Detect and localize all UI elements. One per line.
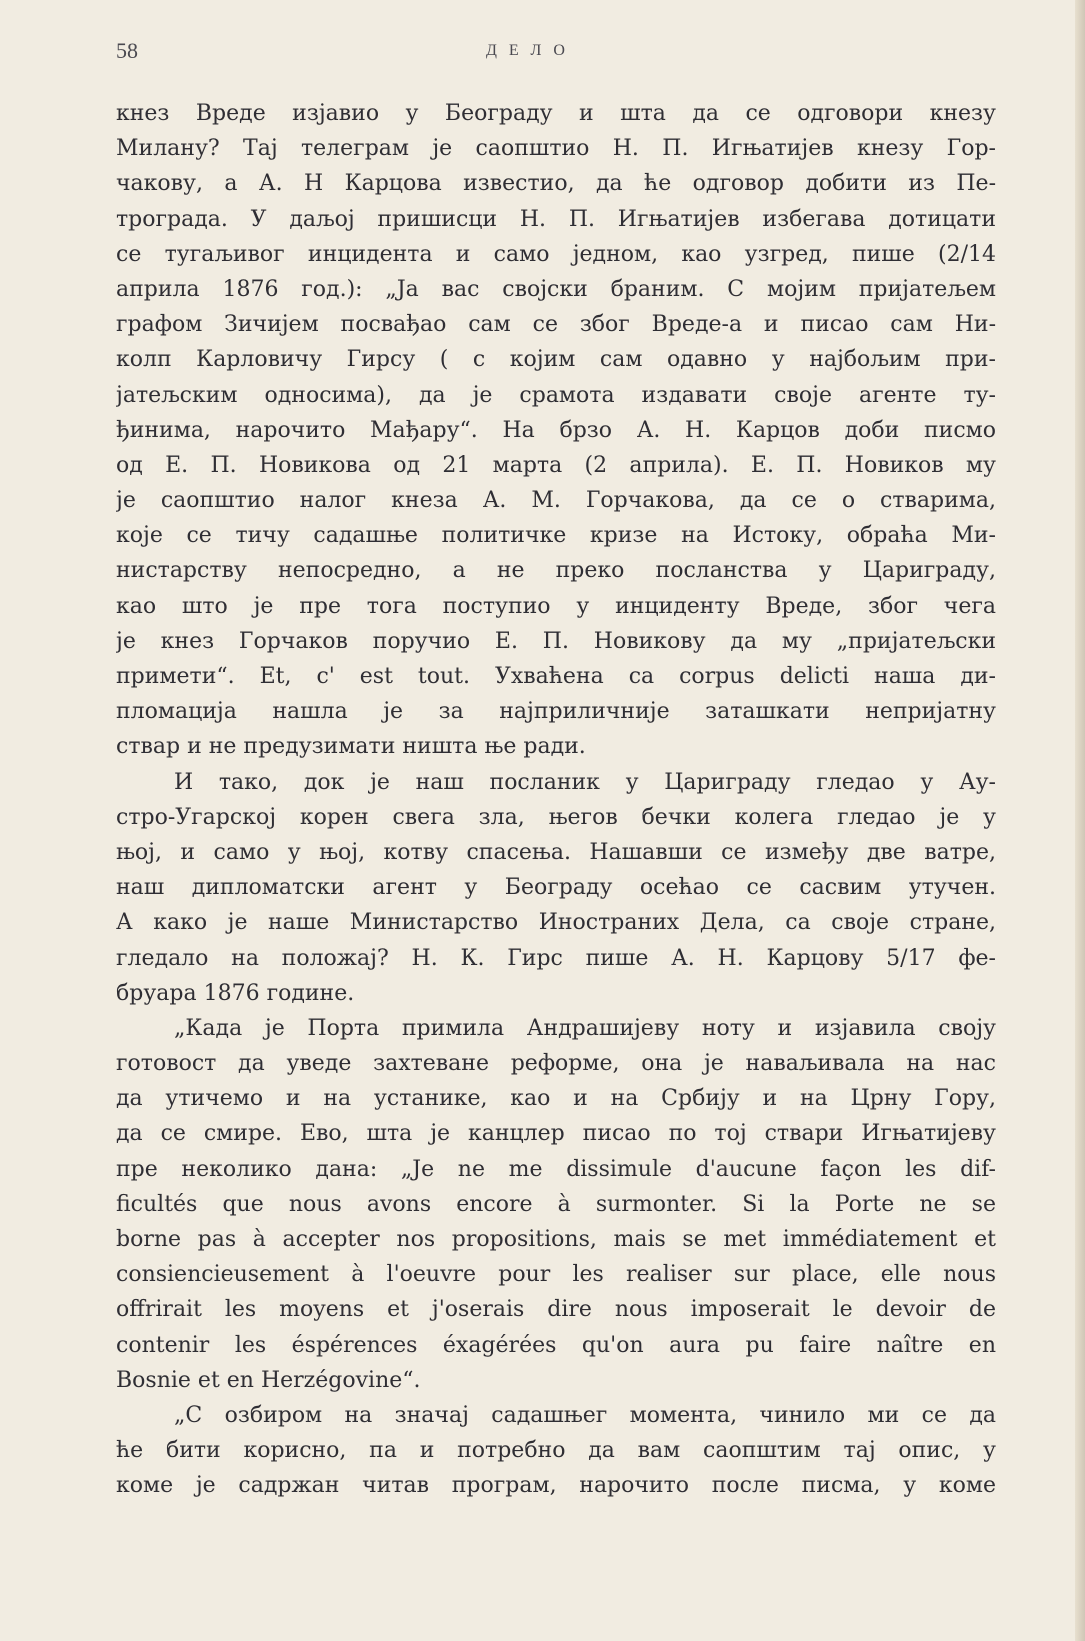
text-line: од Е. П. Новикова од 21 марта (2 априла). Е. П. Новиков му [116, 452, 996, 478]
text-line: contenir les éspérences éxagérées qu'on aura pu faire naître en [116, 1332, 996, 1358]
body-text [116, 96, 996, 1504]
text-line: „С озбиром на значај садашњег момента, чинило ми се да [174, 1402, 996, 1428]
text-line: кнез Вреде изјавио у Београду и шта да се одговори кнезу [116, 101, 996, 126]
text-line: графом Зичијем посвађао сам се због Вреде-а и писао сам Ни- [116, 312, 996, 338]
text-line: Милану? Тај телеграм је саопштио Н. П. Игњатијев кнезу Гор- [116, 136, 996, 162]
text-line: И тако, док је наш посланик у Цариграду гледао у Ау- [174, 769, 996, 795]
text-line: offrirait les moyens et j'oserais dire nous imposerait le devoir de [116, 1297, 996, 1323]
text-line: ствар и не предузимати ништа ње ради. [116, 734, 586, 760]
text-line: које се тичу садашње политичке кризе на Истоку, обраћа Ми- [116, 523, 996, 549]
text-line: готовост да уведе захтеване реформе, она је наваљивала на нас [116, 1051, 996, 1077]
text-line: примети“. Et, c' est tout. Ухваћена са corpus delicti наша ди- [116, 664, 996, 689]
text-line: гледало на положај? Н. К. Гирс пише А. Н. Карцову 5/17 фе- [116, 945, 996, 971]
text-line: наш дипломатски агент у Београду осећао се сасвим утучен. [116, 875, 996, 901]
text-line: пломација нашла је за најприличније заташкати непријатну [116, 699, 996, 725]
text-line: да се смире. Ево, шта је канцлер писао по тој ствари Игњатијеву [116, 1121, 996, 1147]
text-line: се тугаљивог инцидента и само једном, као узгред, пише (2/14 [116, 241, 996, 267]
text-line: consiencieusement à l'oeuvre pour les realiser sur place, elle nous [116, 1262, 996, 1288]
page-edge [1075, 0, 1085, 1641]
text-line: borne pas à accepter nos propositions, mais se met immédiatement et [116, 1227, 996, 1252]
text-line: Bosnie et en Herzégovine“. [116, 1367, 421, 1393]
text-line: је кнез Горчаков поручио Е. П. Новикову да му „пријатељски [116, 628, 996, 654]
text-line: трограда. У даљој пришисци Н. П. Игњатијев избегава дотицати [116, 206, 996, 232]
text-line: њој, и само у њој, котву спасења. Нашавши се између две ватре, [116, 839, 996, 865]
text-line: „Када је Порта примила Андрашијеву ноту и изјавила своју [174, 1015, 996, 1041]
text-line: је саопштио налог кнеза А. М. Горчакова, да се о стварима, [116, 488, 996, 514]
text-line: ficultés que nous avons encore à surmonter. Si la Porte ne se [116, 1191, 996, 1217]
text-line: пре неколико дана: „Je ne me dissimule d'aucune façon les dif- [116, 1156, 996, 1182]
text-line: стро-Угарској корен свега зла, његов бечки колега гледао је у [116, 804, 996, 830]
text-line: колп Карловичу Гирсу ( с којим сам одавно у најбољим при- [116, 347, 996, 373]
text-line: бруара 1876 године. [116, 980, 355, 1006]
running-title: ДЕЛО [486, 42, 577, 59]
text-line: априла 1876 год.): „Ја вас својски браним. С мојим пријатељем [116, 276, 996, 302]
text-line: чакову, а А. Н Карцова известио, да ће одговор добити из Пе- [116, 171, 996, 197]
text-line: коме је садржан читав програм, нарочито после писма, у коме [116, 1473, 996, 1499]
page-number: 58 [116, 38, 138, 63]
text-line: А како је наше Министарство Иностраних Дела, са своје стране, [116, 910, 996, 936]
text-line: јатељским односима), да је срамота издавати своје агенте ту- [116, 382, 996, 408]
text-line: ђинима, нарочито Мађару“. На брзо А. Н. Карцов доби писмо [116, 417, 996, 443]
page-header [116, 38, 996, 68]
text-line: да утичемо и на устанике, као и на Србију и на Црну Гору, [116, 1086, 996, 1112]
text-line: ће бити корисно, па и потребно да вам саопштим тај опис, у [116, 1438, 996, 1464]
text-line: нистарству непосредно, а не преко посланства у Цариграду, [116, 558, 996, 584]
text-line: као што је пре тога поступио у инциденту Вреде, због чега [116, 593, 996, 619]
